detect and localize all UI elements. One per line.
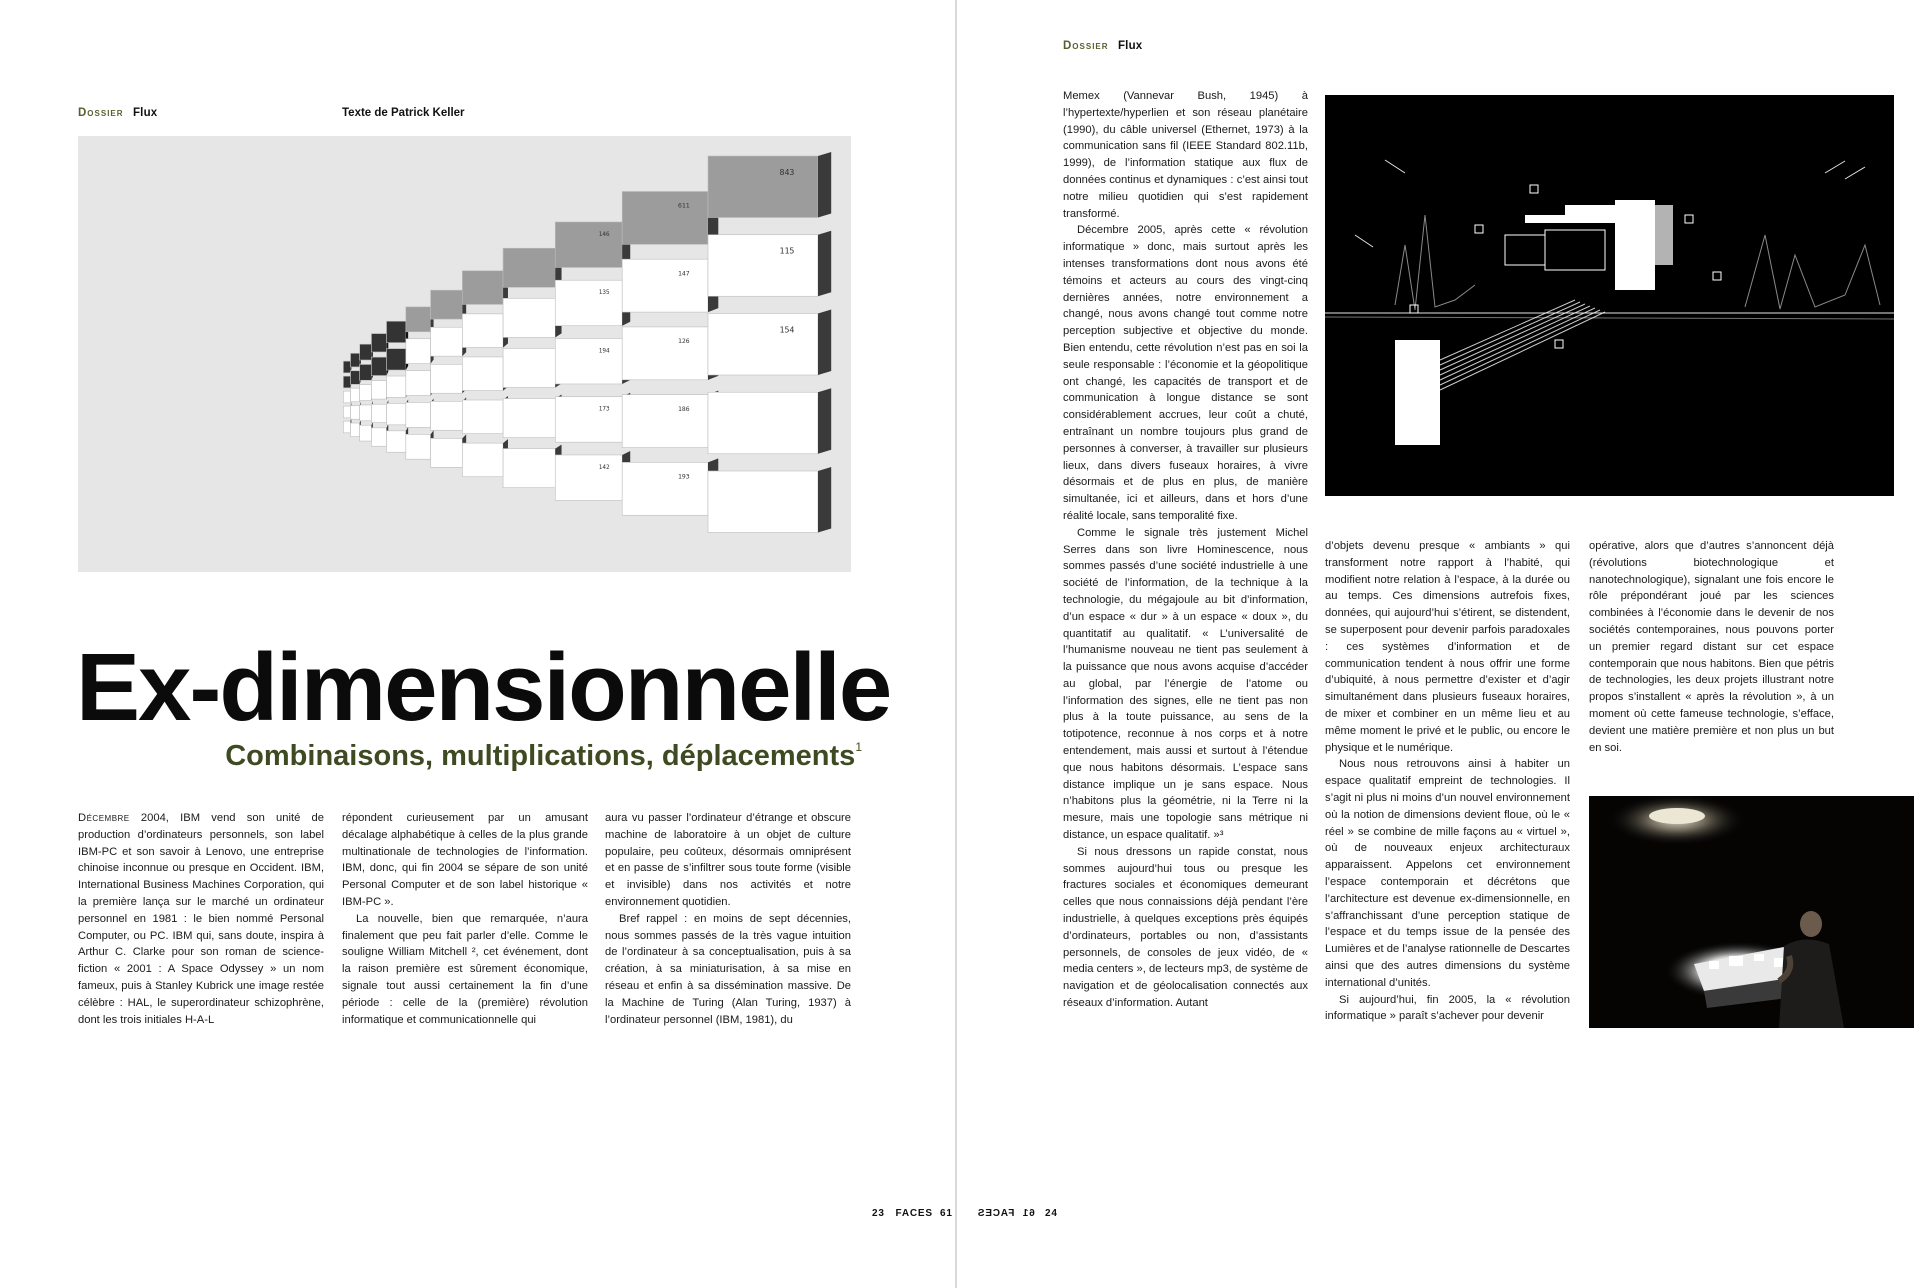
grid-box xyxy=(622,391,718,448)
folio-right-issue: 61 xyxy=(1021,1208,1035,1219)
subtitle-footnote-ref: 1 xyxy=(855,740,862,754)
grid-box-label: 611 xyxy=(677,201,690,210)
right-col3-p1: opérative, alors que d’autres s’annoncent déjà (révolutions biotechnologique et nanotechnologique), signalant une fois encore le rôle prépondérant joué par les sciences combinées à l’économie dans le devenir de nos sociétés contemporaines, nous pouvons porter un premier regard distant sur cet espace contemporain que nous habitons. Bien que pétris de technologies, les deux projets illustrant notre propos s’installent « après la révolution », à un moment où cette fameuse technologie, s’efface, devient une matière première et non plus un but en soi. xyxy=(1589,540,1834,754)
grid-box xyxy=(431,286,467,319)
grid-box xyxy=(431,434,467,467)
grid-box xyxy=(431,360,467,393)
grid-box xyxy=(431,323,467,356)
grid-box xyxy=(555,218,630,267)
grid-box-label: 146 xyxy=(598,230,610,238)
grid-box xyxy=(503,244,561,287)
installation-photo xyxy=(1589,796,1914,1028)
article-title: Ex-dimensionnelle xyxy=(76,634,891,741)
right-column-2 xyxy=(1325,538,1570,1025)
grid-box xyxy=(555,334,630,383)
grid-box-label: 142 xyxy=(598,463,610,471)
grid-box xyxy=(622,187,718,244)
grid-box xyxy=(708,231,831,297)
right-col1-p2: Décembre 2005, après cette « révolution informatique » donc, mais surtout après les intenses transformations dont nous avons été témoins et acteurs au cours des vingt-cinq dernières années, notre environnement a changé, nous avons changé tout comme notre perception subjective et objective du monde. Bien entendu, cette révolution n’est pas en soi la seule responsable : l’économie et la géopolitique ont changé, les capacités de transport et de communication à longue distance se sont considérablement accrues, leur coût a chuté, entraînant un nombre toujours plus grand de personnes à converser, à travailler sur plusieurs lieux, dans divers fuseaux horaires, à vivre désormais et de plus en plus, de manière simultanée, ici et ailleurs, dans et hors d’une réalité locale, sans temporalité fixe. xyxy=(1063,224,1308,522)
grid-box xyxy=(406,398,434,427)
grid-box-label: 147 xyxy=(677,269,690,278)
grid-box-label: 186 xyxy=(677,404,690,413)
grid-box xyxy=(387,427,409,452)
subtitle-text: Combinaisons, multiplications, déplacements xyxy=(225,740,856,772)
running-head-topic: Flux xyxy=(132,107,158,119)
folio-right xyxy=(977,1208,1058,1219)
grid-box xyxy=(387,372,409,397)
grid-box xyxy=(708,152,831,218)
grid-box xyxy=(503,294,561,337)
grid-box xyxy=(622,458,718,515)
grid-box xyxy=(462,396,508,434)
author-line: Texte de Patrick Keller xyxy=(342,107,465,119)
grid-box xyxy=(462,439,508,477)
running-head-left xyxy=(78,107,157,119)
folio-left xyxy=(872,1208,953,1219)
right-col2-p3: Si aujourd’hui, fin 2005, la « révolution informatique » paraît s’achever pour devenir xyxy=(1325,993,1570,1023)
left-column-3 xyxy=(605,810,851,1028)
running-head-right-section: Dossier xyxy=(1063,40,1109,52)
grid-box xyxy=(406,303,434,332)
grid-box xyxy=(555,451,630,500)
right-col1-p3: Comme le signale très justement Michel Serres dans son livre Hominescence, nous sommes passés d’une société industrielle à une société de l’information, de la technique à la technologie, du mégajoule au bit d’information, d’un espace « dur » à un espace « doux », du quantitatif au qualitatif. « L’universalité de l’humanisme nouveau ne tient pas seulement à la puissance que nous avons acquise d’accéder au global, par l’énergie de l’atome ou l’information des signes, elle ne tient pas non plus à la toute puissance, au sens de la totipotence, reconnue à nos corps et à notre entendement, mais aussi et surtout à l’étendue que nous habitons désormais. L’espace sans distance implique un je sans espace. Nous n’habitons plus la géométrie, ni la Terre ni la mesure, mais une topologie sans métrique ni distance, un espace qualitatif. »³ xyxy=(1063,526,1308,842)
grid-box xyxy=(503,394,561,437)
wireframe-illustration xyxy=(1325,95,1894,496)
dropcap-word: Décembre xyxy=(78,812,130,824)
right-col2-p2: Nous nous retrouvons ainsi à habiter un espace qualitatif empreint de technologies. Il s’agit ni plus ni moins d’un nouvel environnement où la notion de dimensions devient floue, où le « réel » se combine de mille façons au « virtuel », où de nouveaux enjeux architecturaux apparaissent. Appelons cet environnement l’espace contemporain et décrétons que l’architecture est devenue ex-dimensionnelle, en s’affranchissant d’une perception statique de l’espace et du temps issue de la pensée des Lumières et de l’analyse rationnelle de Descartes ainsi que des autres dimensions du système international d’unités. xyxy=(1325,758,1570,989)
grid-box xyxy=(406,430,434,459)
grid-box xyxy=(387,399,409,424)
grid-box xyxy=(503,445,561,488)
grid-box xyxy=(387,345,409,370)
grid-box xyxy=(555,393,630,442)
grid-box xyxy=(387,317,409,342)
left-col1-text: 2004, IBM vend son unité de production d’ordinateurs personnels, son label IBM-PC et son savoir à Lenovo, une entreprise chinoise inconnue ou presque en Occident. IBM, International Business Machines Corporation, qui la première lança sur le marché un ordinateur personnel en 1981 : le bien nommé Personal Computer, ou PC. IBM qui, sans doute, inspira à Arthur C. Clarke pour son roman de science-fiction « 2001 : A Space Odyssey » un nom fameux, puis à Stanley Kubrick une image restée célèbre : HAL, le superordinateur schizophrène, dont les trois initiales H-A-L xyxy=(78,812,324,1026)
folio-left-mag: FACES xyxy=(895,1208,933,1219)
grid-box xyxy=(622,323,718,380)
right-col1-p1: Memex (Vannevar Bush, 1945) à l’hypertexte/hyperlien et son réseau planétaire (1990), du câble universel (Ethernet, 1973) à la communication sans fil (IEEE Standard 802.11b, 1999), de l’information statique aux flux de données continus et dynamiques : c’est ainsi tout notre milieu quotidien qui s’est rapidement transformé. xyxy=(1063,90,1308,220)
grid-box xyxy=(431,397,467,430)
grid-box xyxy=(462,353,508,391)
folio-left-page: 23 xyxy=(872,1208,885,1219)
grid-box-label: 135 xyxy=(598,289,610,297)
figure-wireframe-render xyxy=(1325,95,1894,496)
grid-box xyxy=(406,335,434,364)
left-col3-p2: Bref rappel : en moins de sept décennies, nous sommes passés de la très vague intuition de l’ordinateur à sa conceptualisation, puis à sa création, à sa miniaturisation, à sa mise en réseau et enfin à sa dissémination massive. De la Machine de Turing (Alan Turing, 1937) à l’ordinateur personnel (IBM, 1981), du xyxy=(605,912,851,1026)
article-subtitle xyxy=(0,740,862,773)
running-head-right xyxy=(1063,40,1142,52)
grid-box-label: 154 xyxy=(779,324,795,335)
right-column-3 xyxy=(1589,538,1834,756)
folio-right-mag: FACES xyxy=(977,1208,1015,1219)
folio-right-page: 24 xyxy=(1045,1208,1058,1219)
grid-box xyxy=(555,276,630,325)
grid-box-label: 843 xyxy=(779,166,795,177)
grid-box xyxy=(708,310,831,376)
left-col2-p2: La nouvelle, bien que remarquée, n’aura finalement que peu fait parler d’elle. Comme le souligne William Mitchell ², cet événement, dont la raison première est sûrement économique, signale tout aussi certainement la fin d’une période : celle de la (première) révolution informatique et communicationnelle qui xyxy=(342,912,588,1026)
grid-box xyxy=(708,467,831,533)
grid-box-label: 193 xyxy=(677,472,690,481)
folio-left-issue: 61 xyxy=(940,1208,953,1219)
left-col2-p1: répondent curieusement par un amusant décalage alphabétique à celles de la plus grande multinationale de technologies de l’information. IBM, donc, qui fin 2004 se sépare de son unité Personal Computer et de son label historique « IBM-PC ». xyxy=(342,812,588,908)
grid-box xyxy=(462,267,508,305)
grid-box-label: 126 xyxy=(677,337,690,346)
right-column-1 xyxy=(1063,88,1308,1012)
left-col3-p1: aura vu passer l’ordinateur d’étrange et obscure machine de laboratoire à un objet de culture populaire, peu coûteux, désormais omniprésent et en passe de s’infiltrer sous toute forme (visible et invisible) dans nos activités et notre environnement quotidien. xyxy=(605,812,851,908)
figure-box-grid xyxy=(78,136,851,572)
running-head-right-topic: Flux xyxy=(1117,40,1143,52)
running-head-section: Dossier xyxy=(78,107,124,119)
right-col1-p4: Si nous dressons un rapide constat, nous sommes aujourd’hui tous ou presque les fractures sociales et économiques demeurant celles que nous connaissions déjà pendant l’ère industrielle, à quelques exceptions près équipés d’ordinateurs, portables ou non, d’assistants personnels, de consoles de jeux vidéo, de « media centers », de lecteurs mp3, de système de navigation et de géolocalisation connectés aux réseaux d’information. Autant xyxy=(1063,845,1308,1010)
grid-box xyxy=(622,255,718,312)
left-column-2 xyxy=(342,810,588,1028)
grid-box-label: 194 xyxy=(598,347,610,355)
page-gutter xyxy=(955,0,957,1288)
left-column-1 xyxy=(78,810,324,1028)
grid-box-label: 173 xyxy=(598,405,610,413)
right-col2-p1: d’objets devenu presque « ambiants » qui transforment notre rapport à l’habité, qui modifient notre relation à l’espace, à la durée ou au temps. Ces dimensions autrefois fixes, données, qui aujourd’hui s’étirent, se distendent, se superposent pour devenir parfois paradoxales : ces systèmes d’information et de communication tendent à nous offrir une forme d’ubiquité, à nous permettre d’exister et d’agir simultanément dans plusieurs fuseaux horaires, de mixer et combiner en un même lieu et au même moment le privé et le public, ou encore le physique et le numérique. xyxy=(1325,540,1570,754)
figure-installation-photo xyxy=(1589,796,1914,1028)
grid-box xyxy=(708,388,831,454)
grid-box xyxy=(503,344,561,387)
grid-box xyxy=(462,310,508,348)
grid-box xyxy=(406,367,434,396)
grid-box-label: 115 xyxy=(779,245,795,256)
box-grid-illustration xyxy=(78,136,851,572)
